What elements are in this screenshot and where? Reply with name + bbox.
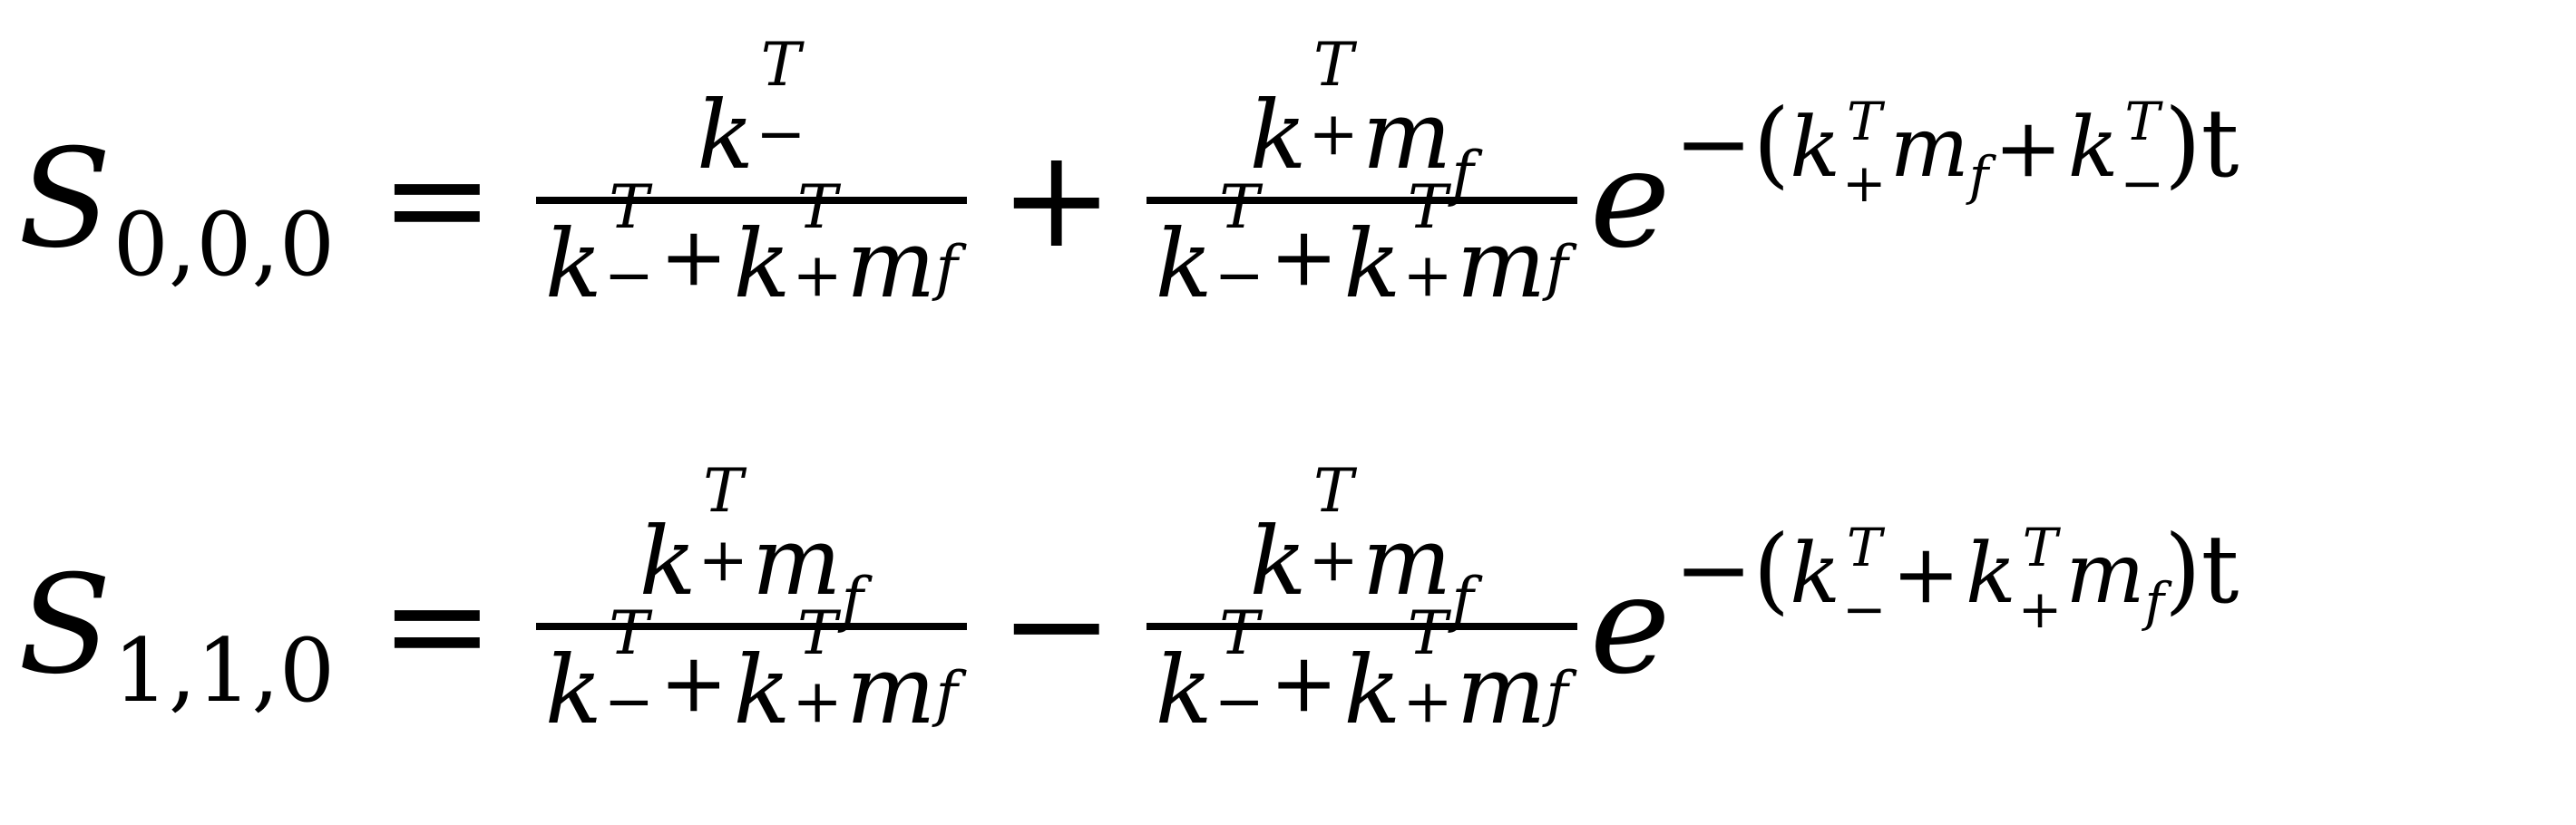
eq1-term2-num-m-1: m: [1361, 80, 1452, 190]
eq1-exp-base: e: [1589, 121, 1671, 278]
eq1-term2-fraction-bar: [1147, 197, 1577, 204]
eq1-term1-den-k-sub-2: +: [792, 240, 843, 311]
eq2-exp-k-sub-0: −: [1842, 578, 1887, 641]
eq1-term1-numerator: [688, 30, 815, 197]
eq2-term2-den-m-sub-3: f: [1546, 659, 1568, 729]
eq2-exp-m-3: m: [2065, 525, 2145, 622]
eq1-term1-num-k-scripts-0: [756, 30, 806, 182]
eq1-lhs-symbol: S: [18, 121, 112, 278]
eq1-equals-sign: =: [380, 121, 494, 278]
eq2-term2-num-k-0: k: [1249, 506, 1307, 616]
eq2-term2-den-k-sub-2: +: [1402, 666, 1453, 737]
eq1-exp-m-1: m: [1889, 99, 1969, 196]
eq2-term2-den-k-2: k: [1343, 635, 1401, 745]
eq2-term1-den-k-scripts-0: [603, 598, 655, 751]
eq2-term1-den-m-3: m: [845, 635, 936, 745]
eq1-exp-k-3: k: [2067, 99, 2119, 196]
eq2-term2-num-m-1: m: [1361, 506, 1452, 616]
eq1-term1-den-m-sub-3: f: [935, 233, 958, 303]
eq2-exp-tail: )t: [2164, 514, 2239, 625]
eq1-term2-den-m-sub-3: f: [1546, 233, 1568, 303]
eq1-term2-den-k-sup-0: T: [1219, 172, 1260, 242]
eq1-term1-den-plus-1: +: [659, 209, 728, 305]
eq2-term2-num-m-sub-1: f: [1451, 565, 1474, 635]
eq1-term1-denominator: [536, 172, 967, 353]
eq2-exp-k-0: k: [1790, 525, 1840, 622]
eq1-term2-num-k-sup-0: T: [1313, 30, 1354, 101]
eq2-exponential: [1583, 514, 2239, 704]
eq1-term1-den-k-sub-0: −: [603, 240, 655, 311]
eq1-exp-k-0: k: [1790, 99, 1840, 196]
eq2-term1-den-k-scripts-2: [792, 598, 843, 751]
eq2-equals-sign: =: [380, 547, 494, 704]
eq1-term1-den-k-sup-0: T: [609, 172, 649, 242]
eq1-exp-k-sup-0: T: [1846, 91, 1882, 152]
eq1-term1-num-k-sup-0: T: [760, 30, 801, 101]
eq1-exp-tail: )t: [2164, 88, 2239, 199]
eq2-term1-den-m-sub-3: f: [935, 659, 958, 729]
eq2-term2-num-k-sub-0: +: [1308, 524, 1359, 595]
eq2-term1-den-k-sup-2: T: [797, 598, 838, 668]
eq2-term1-num-k-sup-0: T: [703, 456, 744, 527]
eq2-exp-k-2: k: [1966, 525, 2016, 622]
eq1-term1-den-k-scripts-0: [603, 172, 655, 325]
eq2-term1-num-k-0: k: [639, 506, 697, 616]
eq1-exp-k-sub-0: +: [1842, 152, 1887, 215]
eq2-exp-plus-1: +: [1891, 527, 1961, 622]
eq2-term1-num-m-1: m: [751, 506, 842, 616]
eq2-exp-k-scripts-0: [1842, 517, 1887, 655]
eq1-term2-den-m-3: m: [1456, 209, 1547, 319]
eq2-term1-den-k-sub-0: −: [603, 666, 655, 737]
eq1-term2-den-k-2: k: [1343, 209, 1401, 319]
eq2-exp-k-sub-2: +: [2017, 578, 2063, 641]
equation-2: [18, 435, 2558, 816]
eq1-term1-num-k-0: k: [697, 80, 755, 190]
eq2-exp-k-sup-0: T: [1846, 517, 1882, 578]
eq2-operator: −: [999, 547, 1114, 704]
eq1-exp-lead: −(: [1673, 88, 1791, 199]
eq1-term2-fraction: [1147, 30, 1577, 353]
eq1-term2-num-k-0: k: [1249, 80, 1307, 190]
eq1-exp-k-scripts-3: [2120, 91, 2165, 228]
eq2-term1-den-k-2: k: [733, 635, 791, 745]
eq2-exponent: [1674, 514, 2239, 655]
eq2-term2-den-m-3: m: [1456, 635, 1547, 745]
eq2-term2-den-k-sup-0: T: [1219, 598, 1260, 668]
eq1-term2-den-k-sup-2: T: [1408, 172, 1449, 242]
eq2-term1-num-k-sub-0: +: [698, 524, 748, 595]
eq2-term2-fraction: [1147, 456, 1577, 779]
eq2-term1-fraction-bar: [536, 623, 967, 630]
eq1-exponent: [1674, 88, 2239, 228]
eq2-term1-num-k-scripts-0: [698, 456, 748, 608]
eq1-term1-fraction-bar: [536, 197, 967, 204]
eq2-term1-fraction: [536, 456, 967, 779]
eq1-exp-m-sub-1: f: [1968, 145, 1989, 207]
eq1-term2-den-plus-1: +: [1269, 209, 1339, 305]
eq1-term2-num-m-sub-1: f: [1451, 139, 1474, 209]
eq1-term1-den-k-scripts-2: [792, 172, 843, 325]
eq2-exp-base: e: [1589, 547, 1671, 704]
eq1-exp-k-scripts-0: [1842, 91, 1887, 228]
eq2-exp-k-scripts-2: [2017, 517, 2063, 655]
eq2-term2-den-k-sub-0: −: [1214, 666, 1264, 737]
equation-1: [18, 9, 2558, 390]
eq1-exponential: [1583, 88, 2239, 278]
eq2-term1-den-k-sup-0: T: [609, 598, 649, 668]
eq1-term2-num-k-sub-0: +: [1308, 98, 1359, 169]
eq1-term2-den-k-sub-2: +: [1402, 240, 1453, 311]
eq1-term2-denominator: [1147, 172, 1577, 353]
eq1-lhs-subscript: 0,0,0: [112, 194, 336, 296]
eq1-term1-den-k-sup-2: T: [797, 172, 838, 242]
eq1-exp-k-sup-3: T: [2124, 91, 2161, 152]
eq2-term2-den-k-scripts-0: [1214, 598, 1264, 751]
eq1-term1-den-k-2: k: [733, 209, 791, 319]
eq1-term2-den-k-0: k: [1155, 209, 1213, 319]
eq2-term2-den-plus-1: +: [1269, 636, 1339, 731]
eq2-term2-den-k-sup-2: T: [1408, 598, 1449, 668]
eq1-term2-den-k-scripts-0: [1214, 172, 1264, 325]
eq2-term1-num-m-sub-1: f: [841, 565, 864, 635]
eq2-term2-den-k-scripts-2: [1402, 598, 1453, 751]
eq2-lhs-symbol: S: [18, 547, 112, 704]
eq2-term1-denominator: [536, 598, 967, 779]
eq2-term2-num-k-sup-0: T: [1313, 456, 1354, 527]
eq2-term1-den-plus-1: +: [659, 636, 728, 731]
eq1-exp-plus-2: +: [1994, 101, 2063, 196]
eq2-term2-num-k-scripts-0: [1308, 456, 1359, 608]
eq2-exp-m-sub-3: f: [2144, 571, 2165, 633]
eq2-term2-denominator: [1147, 598, 1577, 779]
eq1-exp-k-sub-3: −: [2120, 152, 2165, 215]
eq2-term1-den-k-0: k: [544, 635, 602, 745]
eq1-term1-fraction: [536, 30, 967, 353]
eq1-term1-num-k-sub-0: −: [756, 98, 806, 169]
eq1-operator: +: [999, 121, 1114, 278]
eq1-term1-den-k-0: k: [544, 209, 602, 319]
eq2-exp-k-sup-2: T: [2022, 517, 2058, 578]
eq2-lhs-subscript: 1,1,0: [112, 620, 336, 722]
eq1-term2-den-k-sub-0: −: [1214, 240, 1264, 311]
eq2-term2-fraction-bar: [1147, 623, 1577, 630]
eq1-term1-den-m-3: m: [845, 209, 936, 319]
eq2-term2-den-k-0: k: [1155, 635, 1213, 745]
eq2-exp-lead: −(: [1673, 514, 1791, 625]
eq1-term2-den-k-scripts-2: [1402, 172, 1453, 325]
eq1-term2-num-k-scripts-0: [1308, 30, 1359, 182]
eq2-term1-den-k-sub-2: +: [792, 666, 843, 737]
